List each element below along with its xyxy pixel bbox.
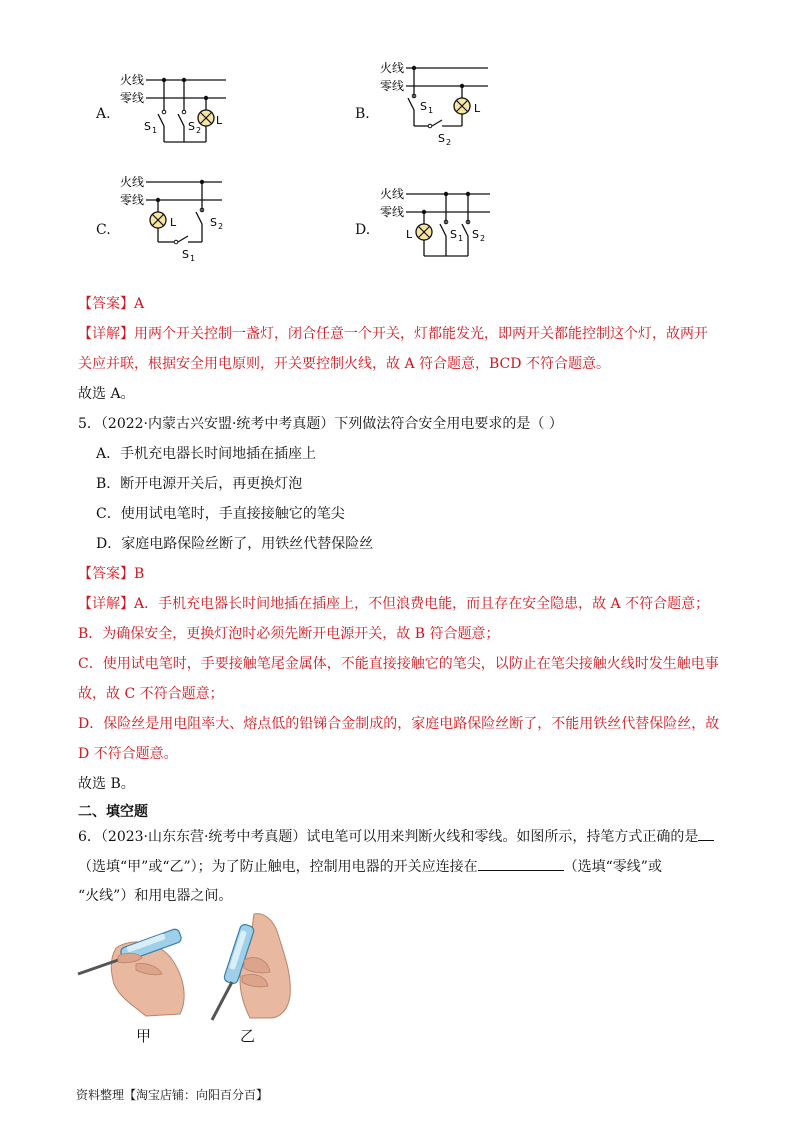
q5-detail-line-2: B．为确保安全，更换灯泡时必须先断开电源开关，故 B 符合题意；: [78, 626, 500, 642]
q4-answer: A: [134, 296, 145, 312]
circuit-a-diagram: [118, 70, 228, 150]
detail-tag: 【详解】: [78, 596, 134, 612]
q5-option-b: B．断开电源开关后，再更换灯泡: [96, 476, 303, 492]
option-b-label: B.: [355, 106, 370, 122]
s1-label: S: [182, 248, 189, 261]
lamp-label: L: [170, 216, 177, 229]
q5-detail-line-5: D．保险丝是用电阻率大、熔点低的铅锑合金制成的，家庭电路保险丝断了，不能用铁丝代替保险丝，故: [78, 716, 720, 732]
q4-detail-1: 用两个开关控制一盏灯，闭合任意一个开关，灯都能发光，即两开关都能控制这个灯，故两开: [134, 326, 708, 342]
hot-wire-label: 火线: [120, 175, 145, 189]
photo-yi-hand-holding-tester: [204, 910, 300, 1022]
q5-answer: B: [134, 566, 145, 582]
hot-wire-label: 火线: [380, 187, 405, 201]
s1-sub: 1: [428, 106, 434, 115]
q5-option-d: D．家庭电路保险丝断了，用铁丝代替保险丝: [96, 536, 374, 552]
q5-option-a: A．手机充电器长时间地插在插座上: [96, 446, 317, 462]
photo-label-jia: 甲: [136, 1027, 152, 1045]
hot-wire-label: 火线: [120, 73, 145, 87]
q5-detail-line-3: C．使用试电笔时，手要接触笔尾金属体，不能直接接触它的笔尖，以防止在笔尖接触火线时发生触电事: [78, 656, 719, 672]
q6-line-2: [78, 856, 662, 877]
lamp-label: L: [474, 102, 481, 115]
q5-detail-line-4: 故，故 C 不符合题意；: [78, 686, 224, 702]
lamp-label: L: [216, 114, 223, 127]
circuit-c-diagram: [118, 172, 238, 264]
s1-sub: 1: [190, 254, 196, 263]
s2-sub: 2: [196, 126, 202, 135]
q6-blank-1[interactable]: [698, 826, 714, 841]
q5-option-c: C．使用试电笔时，手直接接触它的笔尖: [96, 506, 345, 522]
q5-answer-line: [78, 564, 144, 584]
s2-sub: 2: [480, 234, 486, 243]
option-c-label: C.: [96, 222, 111, 238]
answer-tag: 【答案】: [78, 566, 134, 582]
section-title: 二、填空题: [78, 804, 148, 820]
q5-stem: 5．（2022·内蒙古兴安盟·统考中考真题）下列做法符合安全用电要求的是（ ）: [78, 416, 563, 432]
q4-conclusion: 故选 A。: [78, 386, 135, 402]
option-d-label: D.: [355, 222, 371, 238]
circuit-d-diagram: [378, 184, 498, 264]
q6-line-3: “火线”）和用电器之间。: [78, 888, 233, 904]
s2-sub: 2: [446, 138, 452, 147]
s1-sub: 1: [152, 126, 158, 135]
option-a-label: A.: [96, 106, 111, 122]
s2-label: S: [472, 228, 479, 241]
q6-blank-2[interactable]: [478, 856, 564, 871]
s1-label: S: [450, 228, 457, 241]
q6-line-1: [78, 826, 714, 847]
neutral-wire-label: 零线: [380, 79, 405, 93]
photo-jia-hand-holding-tester: [76, 918, 194, 1020]
neutral-wire-label: 零线: [120, 193, 145, 207]
circuit-b-diagram: [378, 58, 498, 150]
q5-detail-line-1: [78, 594, 709, 614]
q4-detail-line-1: [78, 324, 708, 344]
s2-label: S: [210, 216, 217, 229]
detail-tag: 【详解】: [78, 326, 134, 342]
photo-label-yi: 乙: [240, 1027, 256, 1045]
s1-label: S: [420, 100, 427, 113]
s2-label: S: [188, 120, 195, 133]
q4-detail-line-2: 关应并联，根据安全用电原则，开关要控制火线，故 A 符合题意，BCD 不符合题意。: [78, 356, 610, 372]
q4-answer-line: [78, 294, 144, 314]
hot-wire-label: 火线: [380, 61, 405, 75]
q5-conclusion: 故选 B。: [78, 776, 135, 792]
answer-tag: 【答案】: [78, 296, 134, 312]
q6-stem-part-3: （选填“零线”或: [563, 859, 662, 875]
page-footer: 资料整理【淘宝店铺：向阳百分百】: [76, 1088, 269, 1102]
s2-sub: 2: [218, 222, 224, 231]
s1-label: S: [144, 120, 151, 133]
q6-stem-part-2: （选填“甲”或“乙”）；为了防止触电，控制用电器的开关应连接在: [78, 859, 478, 875]
s2-label: S: [438, 132, 445, 145]
neutral-wire-label: 零线: [380, 205, 405, 219]
q5-detail-1: A．手机充电器长时间地插在插座上，不但浪费电能，而且存在安全隐患，故 A 不符合题意；: [134, 596, 710, 612]
lamp-label: L: [406, 228, 413, 241]
q6-stem-part-1: 6．（2023·山东东营·统考中考真题）试电笔可以用来判断火线和零线。如图所示，持笔方式正确的是: [78, 829, 699, 845]
q5-detail-line-6: D 不符合题意。: [78, 746, 178, 762]
s1-sub: 1: [458, 234, 464, 243]
neutral-wire-label: 零线: [120, 91, 145, 105]
